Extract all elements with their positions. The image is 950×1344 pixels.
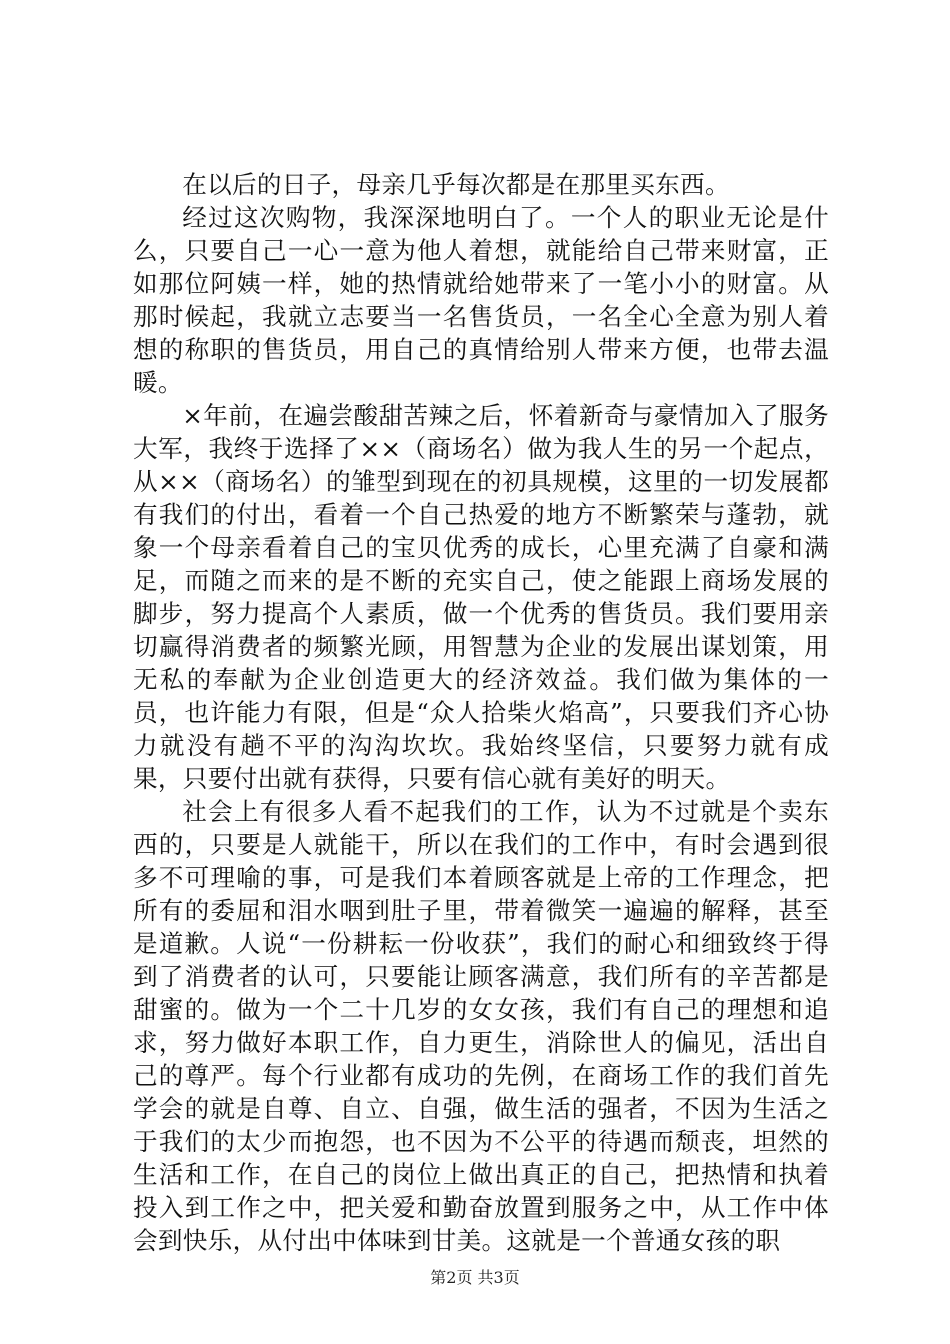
paragraph-4: 社会上有很多人看不起我们的工作，认为不过就是个卖东西的，只要是人就能干，所以在我们的工作中，有时会遇到很多不可理喻的事，可是我们本着顾客就是上帝的工作理念，把所有的委屈和泪水咽到肚子里，带着微笑一遍遍的解释，甚至是道歉。人说“一份耕耘一份收获”，我们的耐心和细致终于得到了消费者的认可，只要能让顾客满意，我们所有的辛苦都是甜蜜的。做为一个二十几岁的女女孩，我们有自己的理想和追求，努力做好本职工作，自力更生，消除世人的偏见，活出自己的尊严。每个行业都有成功的先例，在商场工作的我们首先学会的就是自尊、自立、自强，做生活的强者，不因为生活之于我们的太少而抱怨，也不因为不公平的待遇而颓丧，坦然的生活和工作，在自己的岗位上做出真正的自己，把热情和执着投入到工作之中，把关爱和勤奋放置到服务之中，从工作中体会到快乐，从付出中体味到甘美。这就是一个普通女孩的职	[133, 797, 829, 1255]
document-body	[133, 168, 829, 1257]
paragraph-1: 在以后的日子，母亲几乎每次都是在那里买东西。	[182, 170, 730, 199]
paragraph-3: ×年前，在遍尝酸甜苦辣之后，怀着新奇与豪情加入了服务大军，我终于选择了××（商场名）做为我人生的另一个起点，从××（商场名）的雏型到现在的初具规模，这里的一切发展都有我们的付出，看着一个自己热爱的地方不断繁荣与蓬勃，就象一个母亲看着自己的宝贝优秀的成长，心里充满了自豪和满足，而随之而来的是不断的充实自己，使之能跟上商场发展的脚步，努力提高个人素质，做一个优秀的售货员。我们要用亲切赢得消费者的频繁光顾，用智慧为企业的发展出谋划策，用无私的奉献为企业创造更大的经济效益。我们做为集体的一员，也许能力有限，但是“众人拾柴火焰高”，只要我们齐心协力就没有趟不平的沟沟坎坎。我始终坚信，只要努力就有成果，只要付出就有获得，只要有信心就有美好的明天。	[133, 401, 829, 793]
page-number-footer: 第2页 共3页	[430, 1268, 520, 1287]
paragraph-2: 经过这次购物，我深深地明白了。一个人的职业无论是什么，只要自己一心一意为他人着想，就能给自己带来财富，正如那位阿姨一样，她的热情就给她带来了一笔小小的财富。从那时候起，我就立志要当一名售货员，一名全心全意为别人着想的称职的售货员，用自己的真情给别人带来方便，也带去温暖。	[133, 203, 829, 397]
